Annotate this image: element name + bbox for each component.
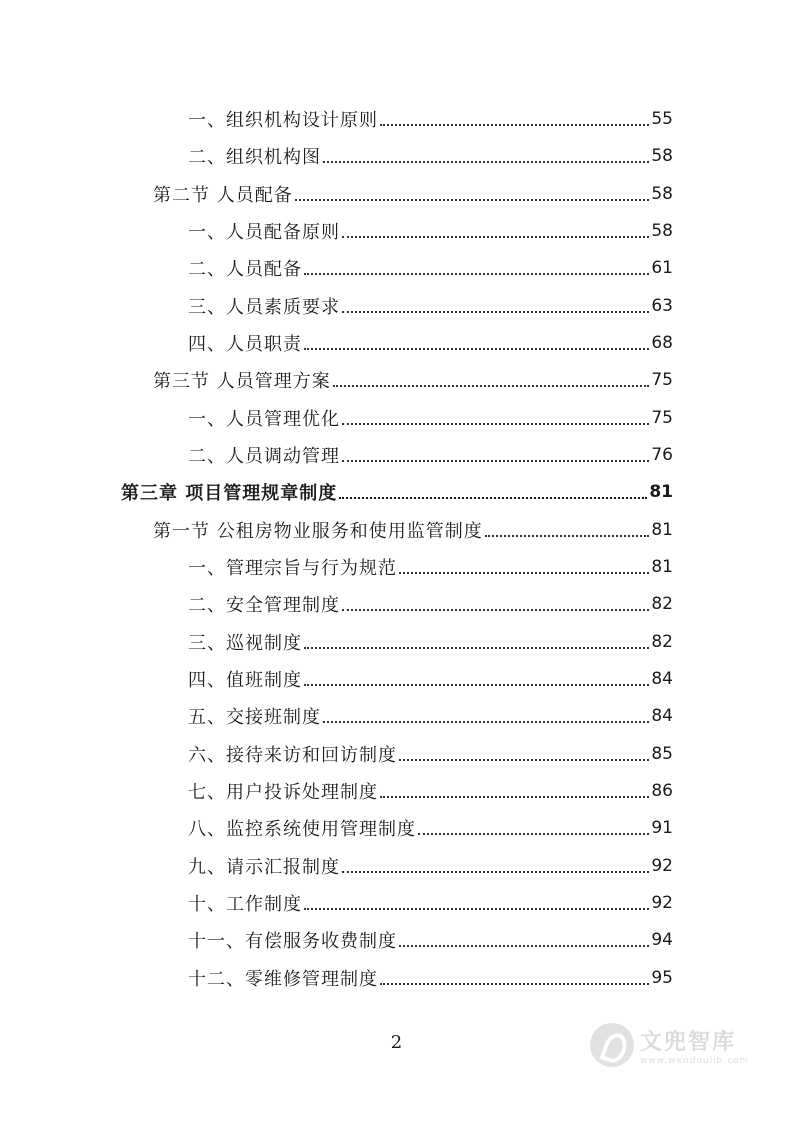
toc-entry-title: 十、工作制度	[188, 893, 302, 915]
dot-leader	[339, 497, 647, 499]
toc-entry-title: 四、人员职责	[188, 333, 302, 355]
toc-entry-page: 55	[651, 108, 673, 129]
dot-leader	[342, 871, 649, 873]
toc-entry-page: 86	[651, 780, 673, 801]
toc-entry-page: 95	[651, 967, 673, 988]
toc-entry-title: 六、接待来访和回访制度	[188, 744, 397, 766]
toc-entry-page: 58	[651, 183, 673, 204]
toc-entry-title: 五、交接班制度	[188, 706, 321, 728]
dot-leader	[304, 908, 649, 910]
toc-entry[interactable]	[188, 436, 673, 473]
toc-entry-page: 63	[651, 295, 673, 316]
toc-entry-page: 75	[651, 407, 673, 428]
toc-entry-title: 九、请示汇报制度	[188, 856, 340, 878]
toc-entry-title: 二、组织机构图	[188, 146, 321, 168]
toc-entry-title: 第二节 人员配备	[153, 184, 293, 206]
dot-leader	[399, 759, 649, 761]
dot-leader	[342, 460, 649, 462]
toc-entry-page: 84	[651, 668, 673, 689]
toc-entry-title: 二、人员配备	[188, 258, 302, 280]
dot-leader	[342, 311, 649, 313]
dot-leader	[323, 721, 649, 723]
dot-leader	[295, 199, 650, 201]
toc-entry-title: 二、人员调动管理	[188, 445, 340, 467]
toc-entry[interactable]	[188, 772, 673, 809]
toc-entry[interactable]	[188, 548, 673, 585]
toc-entry-title: 三、人员素质要求	[188, 296, 340, 318]
toc-entry[interactable]	[188, 623, 673, 660]
dot-leader	[333, 385, 650, 387]
dot-leader	[380, 983, 649, 985]
dot-leader	[418, 833, 649, 835]
dot-leader	[485, 535, 650, 537]
toc-entry[interactable]	[188, 847, 673, 884]
toc-entry-title: 一、人员管理优化	[188, 408, 340, 430]
watermark	[590, 1020, 770, 1070]
dot-leader	[323, 161, 649, 163]
toc-entry-page: 81	[649, 481, 673, 502]
toc-entry-title: 十二、零维修管理制度	[188, 968, 378, 990]
toc-entry-page: 58	[651, 145, 673, 166]
toc-entry[interactable]	[188, 212, 673, 249]
toc-section-entry[interactable]	[153, 511, 673, 548]
toc-entry-title: 第三章 项目管理规章制度	[121, 482, 338, 504]
toc-entry-title: 二、安全管理制度	[188, 594, 340, 616]
toc-entry-title: 第一节 公租房物业服务和使用监管制度	[153, 520, 483, 542]
toc-entry[interactable]	[188, 249, 673, 286]
toc-entry-page: 58	[651, 220, 673, 241]
dot-leader	[342, 423, 649, 425]
watermark-url: www.wendoulib.com	[640, 1055, 750, 1066]
toc-entry-page: 82	[651, 593, 673, 614]
dot-leader	[304, 273, 649, 275]
toc-chapter-entry[interactable]	[121, 473, 673, 510]
toc-entry[interactable]	[188, 100, 673, 137]
toc-entry-page: 92	[651, 855, 673, 876]
toc-entry[interactable]	[188, 324, 673, 361]
toc-entry[interactable]	[188, 884, 673, 921]
toc-entry-page: 68	[651, 332, 673, 353]
toc-entry[interactable]	[188, 399, 673, 436]
toc-entry-page: 76	[651, 444, 673, 465]
toc-entry[interactable]	[188, 585, 673, 622]
dot-leader	[399, 945, 649, 947]
toc-entry[interactable]	[188, 735, 673, 772]
toc-entry[interactable]	[188, 660, 673, 697]
toc-entry-page: 85	[651, 743, 673, 764]
toc-entry-page: 61	[651, 257, 673, 278]
dot-leader	[380, 124, 649, 126]
toc-entry-page: 94	[651, 929, 673, 950]
dot-leader	[380, 796, 649, 798]
toc-entry[interactable]	[188, 809, 673, 846]
toc-entry-title: 一、管理宗旨与行为规范	[188, 557, 397, 579]
toc-entry-page: 75	[651, 369, 673, 390]
watermark-text	[640, 1025, 749, 1066]
toc-entry[interactable]	[188, 287, 673, 324]
dot-leader	[342, 236, 649, 238]
toc-entry[interactable]	[188, 137, 673, 174]
page-number: 2	[390, 1032, 403, 1053]
toc-entry-title: 八、监控系统使用管理制度	[188, 818, 416, 840]
toc-entry[interactable]	[188, 697, 673, 734]
toc-entry-title: 三、巡视制度	[188, 632, 302, 654]
toc-entry-title: 四、值班制度	[188, 669, 302, 691]
toc-entry-page: 81	[651, 519, 673, 540]
toc-entry-page: 84	[651, 705, 673, 726]
toc-entry-title: 十一、有偿服务收费制度	[188, 930, 397, 952]
dot-leader	[304, 684, 649, 686]
dot-leader	[304, 647, 649, 649]
toc-entry-page: 91	[651, 817, 673, 838]
toc-entry-page: 81	[651, 556, 673, 577]
watermark-brand: 文兜智库	[640, 1029, 737, 1055]
dot-leader	[399, 572, 649, 574]
toc-entry-title: 一、组织机构设计原则	[188, 109, 378, 131]
toc-section-entry[interactable]	[153, 175, 673, 212]
toc-entry-title: 一、人员配备原则	[188, 221, 340, 243]
watermark-logo-icon	[590, 1023, 634, 1067]
toc-entry[interactable]	[188, 959, 673, 996]
toc-entry-page: 82	[651, 631, 673, 652]
toc-entry-page: 92	[651, 892, 673, 913]
toc-entry[interactable]	[188, 921, 673, 958]
dot-leader	[342, 609, 649, 611]
toc-entry-title: 第三节 人员管理方案	[153, 370, 331, 392]
dot-leader	[304, 348, 649, 350]
toc-section-entry[interactable]	[153, 361, 673, 398]
toc-entry-title: 七、用户投诉处理制度	[188, 781, 378, 803]
